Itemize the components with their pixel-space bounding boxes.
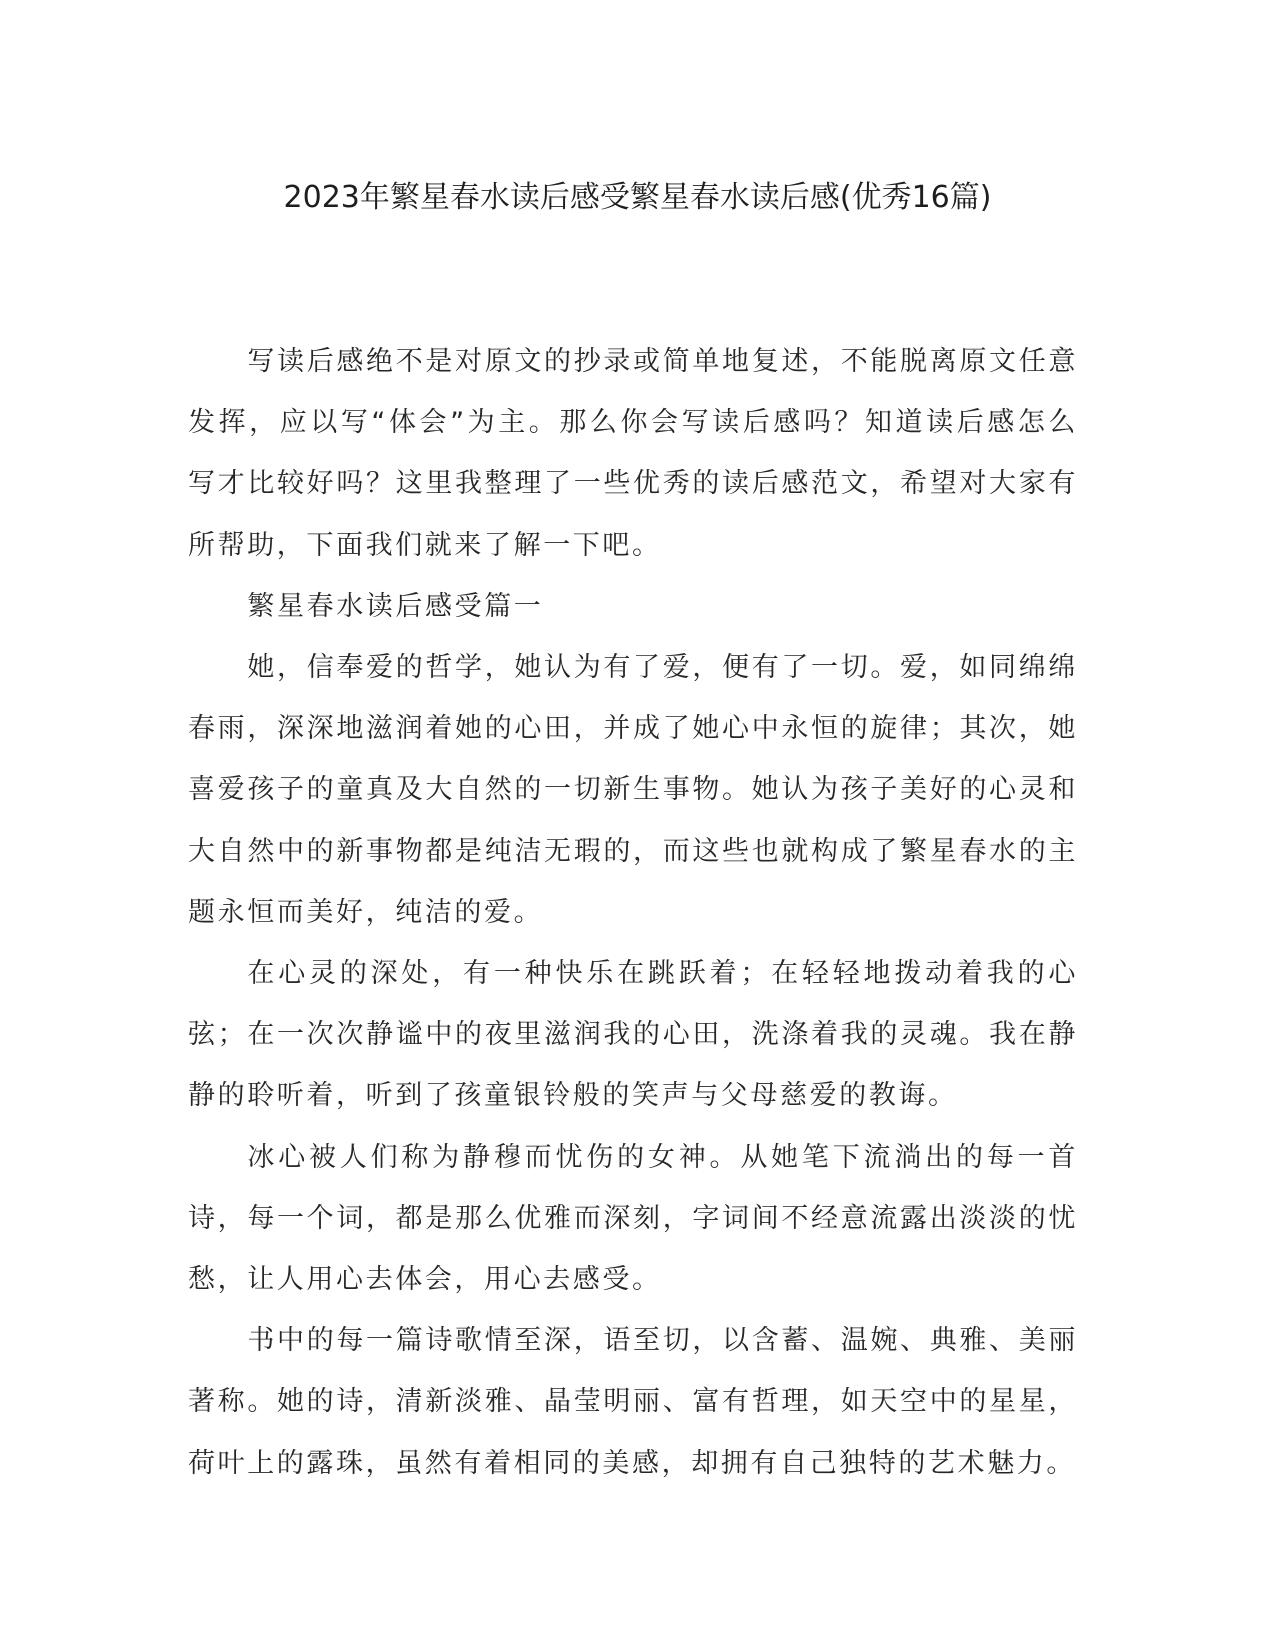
body-paragraph: 她，信奉爱的哲学，她认为有了爱，便有了一切。爱，如同绵绵春雨，深深地滋润着她的心田，并成了她心中永恒的旋律；其次，她喜爱孩子的童真及大自然的一切新生事物。她认为孩子美好的心灵和大自然中的新事物都是纯洁无瑕的，而这些也就构成了繁星春水的主题永恒而美好，纯洁的爱。 <box>188 652 1078 928</box>
document-title: 2023年繁星春水读后感受繁星春水读后感(优秀16篇) <box>283 180 992 215</box>
section-heading: 繁星春水读后感受篇一 <box>247 590 544 622</box>
body-paragraph: 冰心被人们称为静穆而忧伤的女神。从她笔下流淌出的每一首诗，每一个词，都是那么优雅而深刻，字词间不经意流露出淡淡的忧愁，让人用心去体会，用心去感受。 <box>188 1141 1078 1296</box>
document-body <box>188 331 1078 1494</box>
intro-paragraph: 写读后感绝不是对原文的抄录或简单地复述，不能脱离原文任意发挥，应以写“体会”为主。那么你会写读后感吗？知道读后感怎么写才比较好吗？这里我整理了一些优秀的读后感范文，希望对大家有所帮助，下面我们就来了解一下吧。 <box>188 346 1078 561</box>
body-paragraph: 在心灵的深处，有一种快乐在跳跃着；在轻轻地拨动着我的心弦；在一次次静谧中的夜里滋润我的心田，洗涤着我的灵魂。我在静静的聆听着，听到了孩童银铃般的笑声与父母慈爱的教诲。 <box>188 958 1078 1112</box>
body-paragraph: 书中的每一篇诗歌情至深，语至切，以含蓄、温婉、典雅、美丽著称。她的诗，清新淡雅、晶莹明丽、富有哲理，如天空中的星星，荷叶上的露珠，虽然有着相同的美感，却拥有自己独特的艺术魅力。 <box>188 1325 1078 1479</box>
